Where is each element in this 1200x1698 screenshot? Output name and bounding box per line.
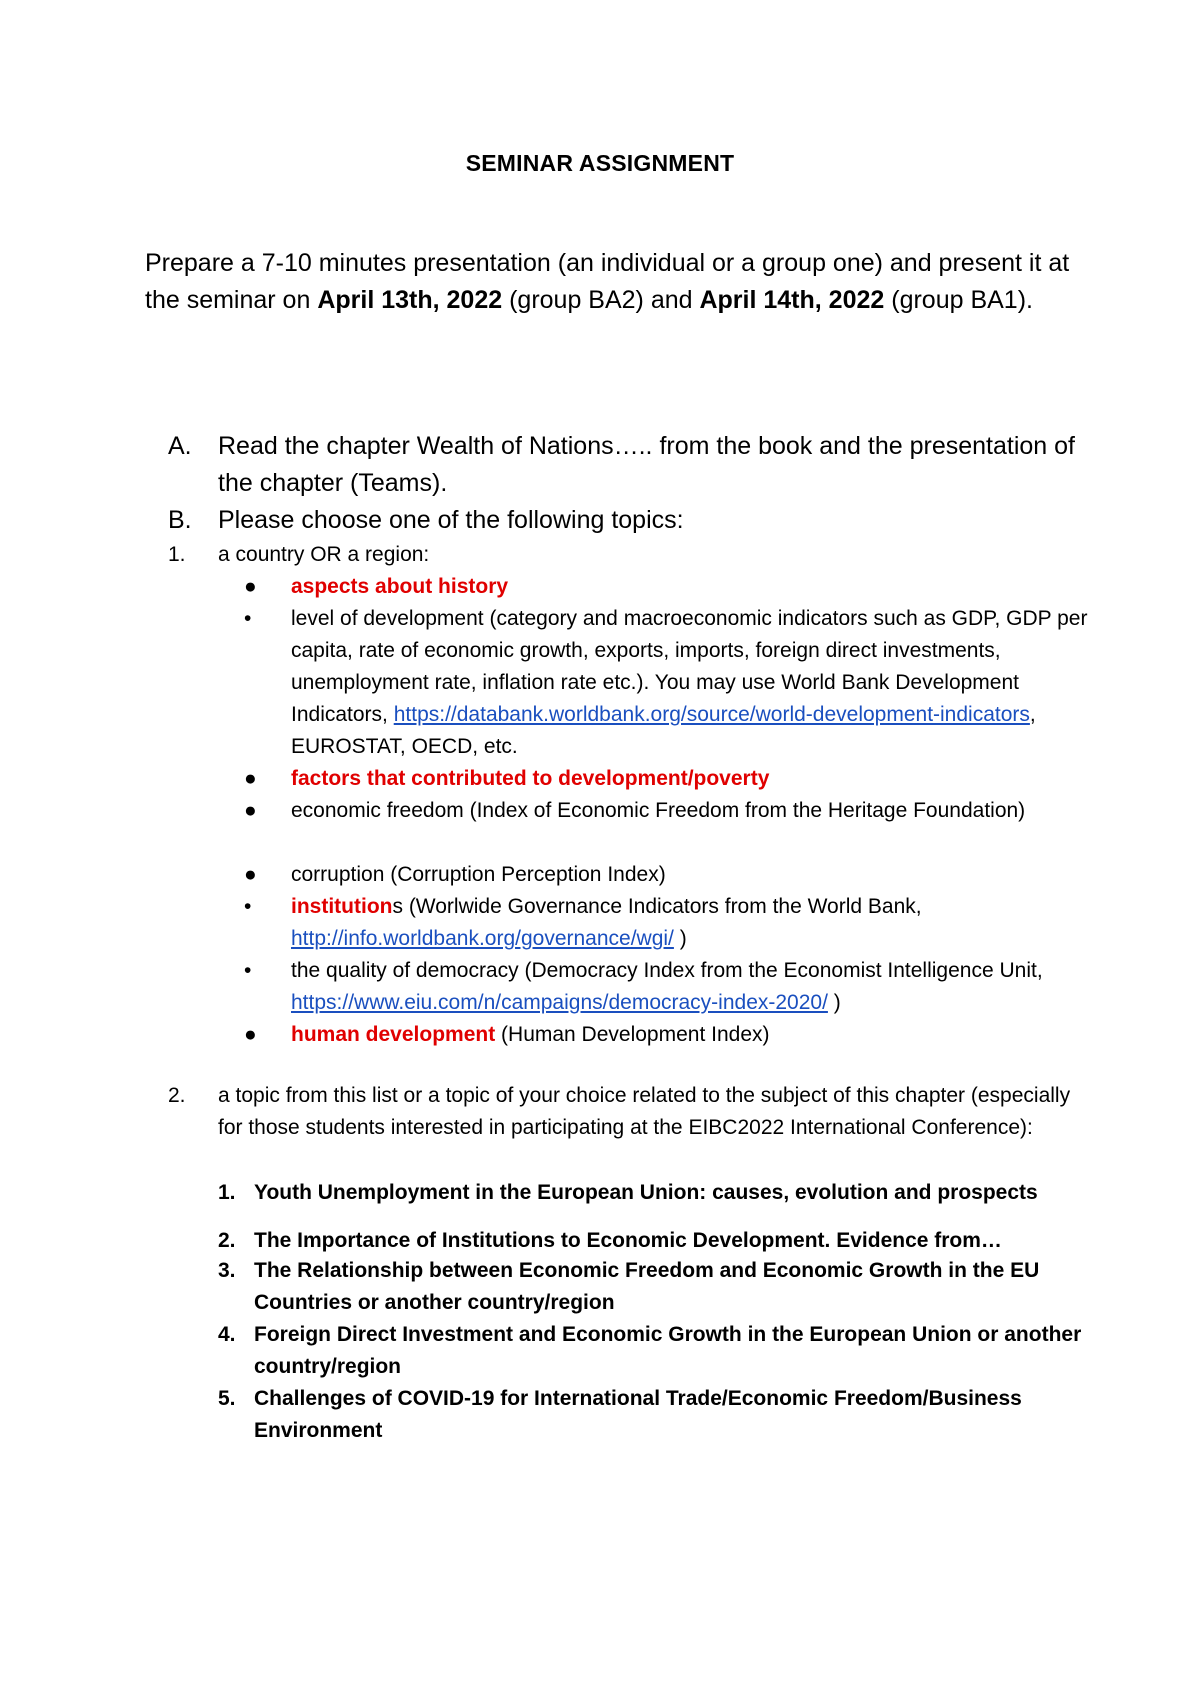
list-item-marker: 1. [218,1181,236,1204]
intro-text-2: (group BA2) and [502,286,700,314]
bullet-dot-icon: ● [244,767,257,790]
list-item-marker: 4. [218,1323,236,1346]
bullet-development-level-body: level of development (category and macroeconomic indicators such as GDP, GDP per capita, rate of economic growth, exports, imports, foreign direct investments, unemployment rate, inflation rate etc.). You may use World Bank Development Indicators, [291,607,1088,726]
bullet-democracy-body: the quality of democracy (Democracy Index from the Economist Intelligence Unit, [291,959,1043,982]
bullet-history-text: aspects about history [291,575,509,598]
worldbank-governance-link[interactable]: http://info.worldbank.org/governance/wgi/ [291,927,674,950]
eiu-democracy-link[interactable]: https://www.eiu.com/n/campaigns/democracy-index-2020/ [291,991,828,1014]
page-title: SEMINAR ASSIGNMENT [465,150,735,176]
intro-text-1: Prepare a 7-10 minutes presentation (an individual or a group one) and present it at the seminar on [145,249,1070,314]
bullet-development-level-text [291,603,1101,763]
step-a-text: Read the chapter Wealth of Nations….. from the book and the presentation of the chapter (Teams). [218,432,1075,497]
list-item-text: The Relationship between Economic Freedom and Economic Growth in the EU Countries or another country/region [254,1259,1040,1314]
worldbank-indicators-link[interactable]: https://databank.worldbank.org/source/world-development-indicators [393,703,1030,726]
step-b-marker: B. [168,506,192,534]
intro-date-2: April 14th, 2022 [699,286,885,314]
bullet-dot-icon: ● [244,1023,257,1046]
bullet-dot-icon: ● [244,575,257,598]
bullet-democracy-text [291,955,1101,1019]
bullet-human-development-text [291,1019,1101,1051]
step-a-marker: A. [168,432,192,460]
list-item-text: Challenges of COVID-19 for International Trade/Economic Freedom/Business Environment [254,1387,1022,1442]
list-item-text: The Importance of Institutions to Economic Development. Evidence from… [254,1229,1002,1252]
bullet-factors-text: factors that contributed to development/poverty [291,767,770,790]
intro-paragraph [145,245,1075,319]
bullet-dot-icon: ● [244,863,257,886]
bullet-human-development-body: (Human Development Index) [495,1023,770,1046]
bullet-institutions-body: s (Worlwide Governance Indicators from the World Bank, [392,895,922,918]
list-item-marker: 5. [218,1387,236,1410]
bullet-institutions-text [291,891,1101,955]
step-b-text: Please choose one of the following topics: [218,506,684,534]
bullet-democracy-after: ) [827,991,841,1014]
bullet-dot-icon: • [244,959,252,982]
topic-2-marker: 2. [168,1084,186,1107]
bullet-institutions-red: institution [291,895,393,918]
list-item-marker: 3. [218,1259,236,1282]
intro-text-3: (group BA1). [884,286,1033,314]
intro-date-1: April 13th, 2022 [317,286,503,314]
topic-1-marker: 1. [168,543,186,566]
list-item-text: Youth Unemployment in the European Union: causes, evolution and prospects [254,1181,1038,1204]
bullet-economic-freedom-text: economic freedom (Index of Economic Freedom from the Heritage Foundation) [291,799,1026,822]
list-item-marker: 2. [218,1229,236,1252]
bullet-human-development-red: human development [291,1023,496,1046]
bullet-dot-icon: • [244,607,252,630]
topic-1-text: a country OR a region: [218,543,430,566]
bullet-dot-icon: ● [244,799,257,822]
bullet-dot-icon: • [244,895,252,918]
bullet-development-level-after: , EUROSTAT, OECD, etc. [291,703,1036,758]
list-item-text: Foreign Direct Investment and Economic Growth in the European Union or another country/region [254,1323,1082,1378]
bullet-institutions-after: ) [673,927,687,950]
topic-2-text: a topic from this list or a topic of your choice related to the subject of this chapter (especially for those students interested in participating at the EIBC2022 International Conference): [218,1084,1071,1139]
bullet-corruption-text: corruption (Corruption Perception Index) [291,863,666,886]
